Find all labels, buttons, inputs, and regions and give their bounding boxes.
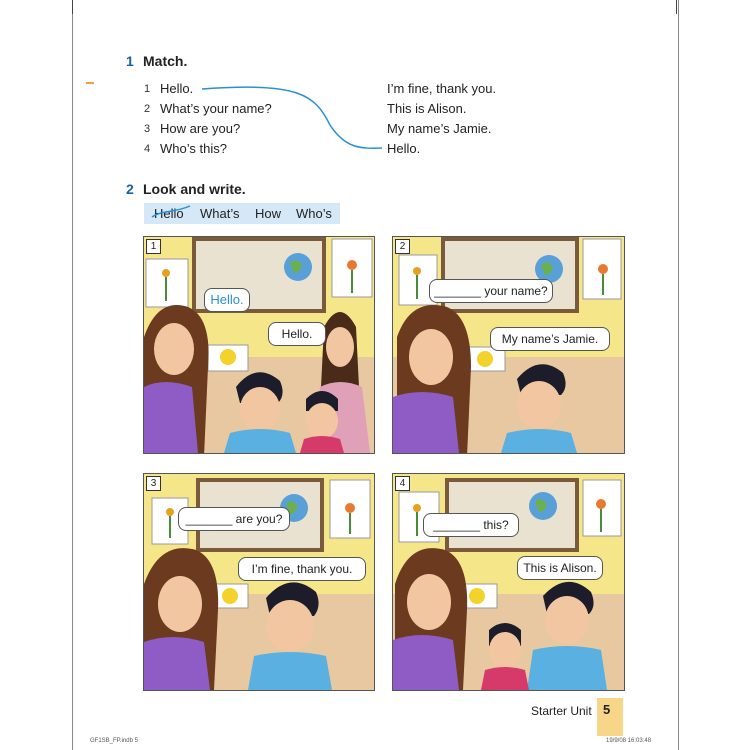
panel-1-scene	[144, 237, 374, 453]
match-item-number: 3	[144, 123, 151, 135]
word-how: How	[255, 206, 282, 221]
speech-bubble-teacher[interactable]: _______ your name?	[429, 279, 553, 303]
panel-number: 1	[146, 239, 161, 254]
comic-panel-1	[143, 236, 375, 454]
match-answer-1[interactable]: I’m fine, thank you.	[387, 81, 497, 96]
panel-4-scene	[393, 474, 624, 690]
unit-title: Starter Unit	[531, 704, 592, 718]
speech-bubble-boy: My name’s Jamie.	[490, 327, 610, 351]
comic-panel-2	[392, 236, 625, 454]
panel-number: 3	[146, 476, 161, 491]
word-hello: Hello	[154, 206, 184, 221]
speech-bubble-boy: I’m fine, thank you.	[238, 557, 366, 581]
section-1-number: 1	[126, 53, 134, 69]
panel-number: 4	[395, 476, 410, 491]
speech-bubble-boy: Hello.	[268, 322, 326, 346]
match-answer-3[interactable]: My name’s Jamie.	[387, 121, 492, 136]
match-answer-2[interactable]: This is Alison.	[387, 101, 467, 116]
strike-mark	[150, 204, 192, 220]
word-whos: Who’s	[296, 206, 332, 221]
match-item-number: 2	[144, 103, 151, 115]
match-answer-4[interactable]: Hello.	[387, 141, 421, 156]
speech-bubble-teacher[interactable]: Hello.	[204, 288, 250, 312]
speech-bubble-teacher[interactable]: _______ are you?	[178, 507, 290, 531]
match-item-4[interactable]: Who’s this?	[160, 141, 227, 156]
print-slug-left: GF1SB_FP.indb 5	[90, 738, 138, 744]
word-whats: What’s	[200, 206, 240, 221]
match-item-3[interactable]: How are you?	[160, 121, 241, 136]
print-slug-right: 19/9/08 16:03:48	[606, 738, 652, 744]
panel-number: 2	[395, 239, 410, 254]
section-1-title: Match.	[143, 53, 188, 69]
section-2-title: Look and write.	[143, 181, 246, 197]
speech-bubble-boy: This is Alison.	[517, 556, 603, 580]
match-item-number: 4	[144, 143, 151, 155]
match-item-1[interactable]: Hello.	[160, 81, 194, 96]
comic-panel-4	[392, 473, 625, 691]
page-number: 5	[603, 702, 611, 717]
match-item-2[interactable]: What’s your name?	[160, 101, 272, 116]
speech-bubble-teacher[interactable]: _______ this?	[423, 513, 519, 537]
comic-panel-3	[143, 473, 375, 691]
match-item-number: 1	[144, 83, 151, 95]
section-2-number: 2	[126, 181, 134, 197]
